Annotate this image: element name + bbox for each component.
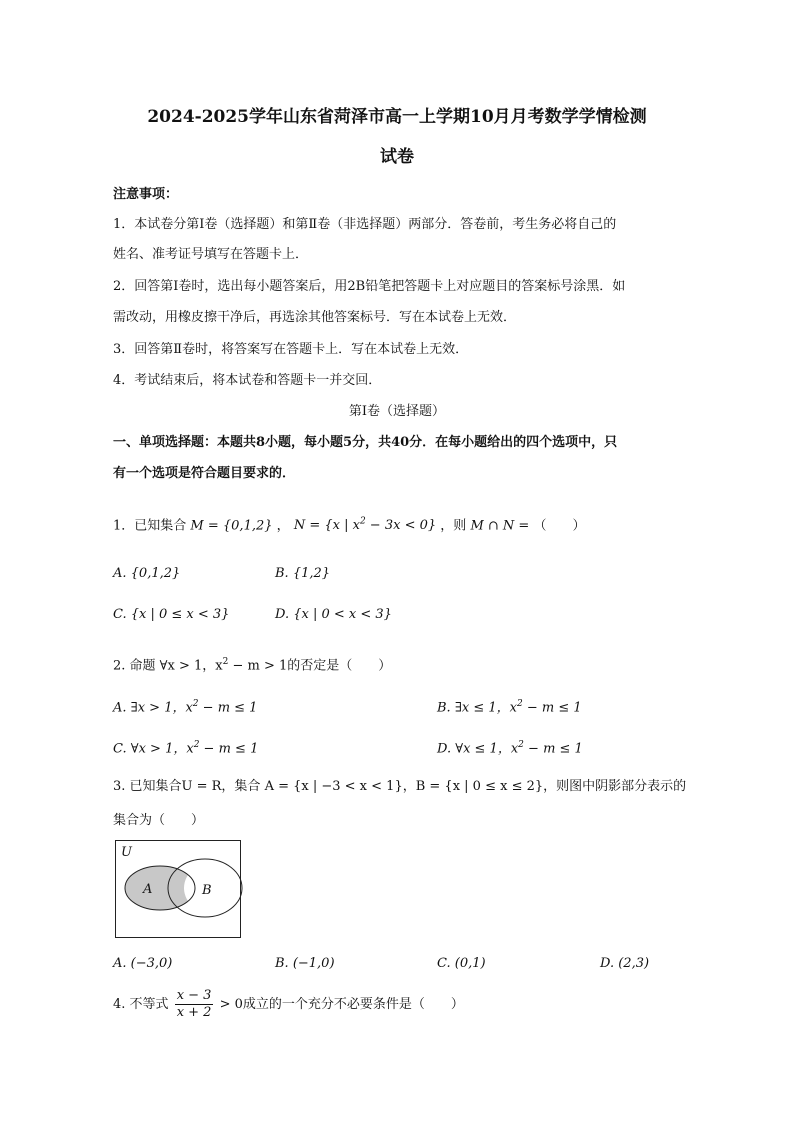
q1-prefix: 1．已知集合 bbox=[113, 518, 187, 534]
exam-title-line2: 试卷 bbox=[380, 147, 414, 167]
q1-tail-expr: M ∩ N = bbox=[470, 518, 530, 534]
q1-option-c: C. {x | 0 ≤ x < 3} bbox=[113, 607, 230, 622]
q2-b-pre: B. ∃x ≤ 1，x bbox=[437, 700, 517, 716]
q2-option-b bbox=[437, 695, 582, 717]
notice-item-1-line-2: 姓名、准考证号填写在答题卡上． bbox=[113, 247, 309, 262]
q2-c-post: − m ≤ 1 bbox=[199, 741, 259, 757]
notice-item-4: 4．考试结束后，将本试卷和答题卡一并交回． bbox=[113, 373, 382, 388]
q1-set-n-pre: N = {x | x bbox=[293, 518, 360, 534]
notice-item-3: 3．回答第Ⅱ卷时，将答案写在答题卡上．写在本试卷上无效． bbox=[113, 342, 469, 357]
part-1-title: 第Ⅰ卷（选择题） bbox=[348, 404, 446, 419]
q2-d-exp: 2 bbox=[518, 740, 524, 750]
venn-label-b: B bbox=[202, 883, 212, 898]
q2-option-c bbox=[113, 736, 258, 758]
q2-c-pre: C. ∀x > 1，x bbox=[113, 741, 194, 757]
q1-tail-pre: ，则 bbox=[440, 518, 467, 534]
q1-set-n-post: − 3x < 0} bbox=[365, 518, 437, 534]
q4-suffix: > 0成立的一个充分不必要条件是（ ） bbox=[219, 997, 464, 1012]
q2-a-pre: A. ∃x > 1，x bbox=[113, 700, 193, 716]
q4-numerator: x − 3 bbox=[176, 988, 212, 1003]
q4-prefix: 4. 不等式 bbox=[113, 997, 169, 1012]
question-3-stem-line-1: 3. 已知集合U = R，集合 A = {x | −3 < x < 1}，B = {x | 0 ≤ x ≤ 2}，则图中阴影部分表示的 bbox=[113, 779, 687, 794]
q4-fraction bbox=[175, 988, 214, 1021]
question-3-stem-line-2: 集合为（ ） bbox=[113, 813, 205, 828]
exam-title-line1: 2024-2025学年山东省菏泽市高一上学期10月月考数学学情检测 bbox=[147, 107, 647, 127]
q1-set-m: M = {0,1,2} bbox=[190, 518, 273, 534]
q2-stem-exp: 2 bbox=[222, 657, 229, 667]
venn-diagram bbox=[115, 840, 243, 940]
q1-option-b: B. {1,2} bbox=[275, 566, 331, 581]
notice-item-2-line-2: 需改动，用橡皮擦干净后，再选涂其他答案标号．写在本试卷上无效． bbox=[113, 310, 517, 325]
q3-option-c: C. (0,1) bbox=[437, 956, 486, 971]
q1-option-d: D. {x | 0 < x < 3} bbox=[275, 607, 392, 622]
question-1-stem bbox=[113, 513, 585, 535]
q4-denominator: x + 2 bbox=[176, 1005, 212, 1020]
venn-label-a: A bbox=[143, 882, 153, 897]
notice-heading: 注意事项： bbox=[113, 187, 179, 202]
notice-item-1-line-1: 1．本试卷分第Ⅰ卷（选择题）和第Ⅱ卷（非选择题）两部分．答卷前，考生务必将自己的 bbox=[113, 217, 617, 232]
question-4-stem bbox=[113, 988, 464, 1022]
q2-option-a bbox=[113, 695, 257, 717]
q2-stem-post: − m > 1的否定是（ ） bbox=[228, 658, 392, 674]
q2-b-exp: 2 bbox=[516, 699, 523, 709]
q1-tail-paren: （ ） bbox=[533, 518, 586, 534]
q1-separator: ， bbox=[276, 518, 290, 534]
q2-b-post: − m ≤ 1 bbox=[522, 700, 582, 716]
q2-c-exp: 2 bbox=[193, 740, 200, 750]
q2-d-pre: D. ∀x ≤ 1，x bbox=[437, 741, 519, 757]
notice-item-2-line-1: 2．回答第Ⅰ卷时，选出每小题答案后，用2B铅笔把答题卡上对应题目的答案标号涂黑．如 bbox=[113, 279, 626, 294]
q2-stem-pre: 2. 命题 ∀x > 1，x bbox=[113, 658, 223, 674]
q2-d-post: − m ≤ 1 bbox=[523, 741, 583, 757]
question-2-stem bbox=[113, 653, 391, 675]
q3-option-a: A. (−3,0) bbox=[113, 956, 173, 971]
q2-a-exp: 2 bbox=[192, 699, 199, 709]
q3-option-b: B. (−1,0) bbox=[275, 956, 335, 971]
q2-option-d bbox=[437, 736, 583, 758]
q3-option-d: D. (2,3) bbox=[600, 956, 650, 971]
section-1-line-1: 一、单项选择题：本题共8小题，每小题5分，共40分．在每小题给出的四个选项中，只 bbox=[113, 435, 618, 450]
q2-a-post: − m ≤ 1 bbox=[198, 700, 258, 716]
q1-set-n-exp: 2 bbox=[359, 517, 366, 527]
q1-option-a: A. {0,1,2} bbox=[113, 566, 181, 581]
venn-label-u: U bbox=[121, 845, 132, 860]
section-1-line-2: 有一个选项是符合题目要求的． bbox=[113, 466, 296, 481]
q1-set-n bbox=[294, 518, 436, 533]
